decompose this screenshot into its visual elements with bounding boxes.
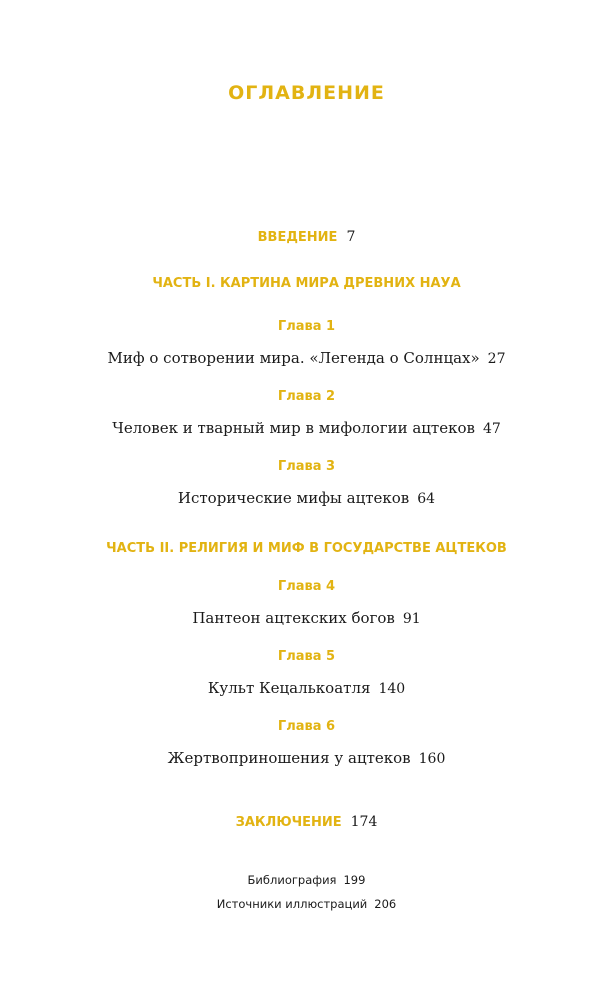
toc-chapter-5-label: Глава 5 <box>277 649 336 664</box>
toc-chapter-4-entry[interactable] <box>0 609 613 627</box>
toc-chapter-3-label: Глава 3 <box>277 459 336 474</box>
chapter-2-title: Человек и тварный мир в мифологии ацтеков <box>112 419 475 437</box>
toc-chapter-1-label: Глава 1 <box>277 319 336 334</box>
bibliography-label: Библиография <box>247 873 337 887</box>
bibliography-page: 199 <box>343 873 366 887</box>
chapter-1-title: Миф о сотворении мира. «Легенда о Солнцах» <box>107 349 480 367</box>
toc-part-1-heading[interactable]: ЧАСТЬ I. КАРТИНА МИРА ДРЕВНИХ НАУА <box>152 276 461 291</box>
conclusion-label: ЗАКЛЮЧЕНИЕ <box>235 815 342 830</box>
toc-chapter-2-entry[interactable] <box>0 419 613 437</box>
chapter-1-page: 27 <box>487 351 506 367</box>
chapter-6-title: Жертвоприношения у ацтеков <box>167 749 411 767</box>
chapter-3-page: 64 <box>417 491 436 507</box>
illustration-sources-label: Источники иллюстраций <box>216 897 368 911</box>
toc-chapter-6-entry[interactable] <box>0 749 613 767</box>
introduction-label: ВВЕДЕНИЕ <box>257 230 338 245</box>
toc-entry-illustration-sources[interactable] <box>0 897 613 911</box>
toc-chapter-5-entry[interactable] <box>0 679 613 697</box>
chapter-4-page: 91 <box>402 611 421 627</box>
illustration-sources-page: 206 <box>374 897 397 911</box>
toc-chapter-6-label: Глава 6 <box>277 719 336 734</box>
toc-entry-conclusion[interactable] <box>0 811 613 830</box>
conclusion-page: 174 <box>350 814 378 830</box>
toc-chapter-2-label: Глава 2 <box>277 389 336 404</box>
toc-chapter-4-label: Глава 4 <box>277 579 336 594</box>
chapter-4-title: Пантеон ацтекских богов <box>192 609 395 627</box>
toc-entry-introduction[interactable] <box>0 226 613 245</box>
toc-entry-bibliography[interactable] <box>0 873 613 887</box>
introduction-page: 7 <box>346 229 356 245</box>
page-title: ОГЛАВЛЕНИЕ <box>228 82 385 104</box>
chapter-5-title: Культ Кецалькоатля <box>207 679 371 697</box>
toc-chapter-1-entry[interactable] <box>0 349 613 367</box>
toc-part-2-heading[interactable]: ЧАСТЬ II. РЕЛИГИЯ И МИФ В ГОСУДАРСТВЕ АЦТЕКОВ <box>106 541 507 556</box>
chapter-3-title: Исторические мифы ацтеков <box>177 489 410 507</box>
chapter-2-page: 47 <box>482 421 501 437</box>
chapter-5-page: 140 <box>378 681 406 697</box>
toc-chapter-3-entry[interactable] <box>0 489 613 507</box>
chapter-6-page: 160 <box>418 751 446 767</box>
